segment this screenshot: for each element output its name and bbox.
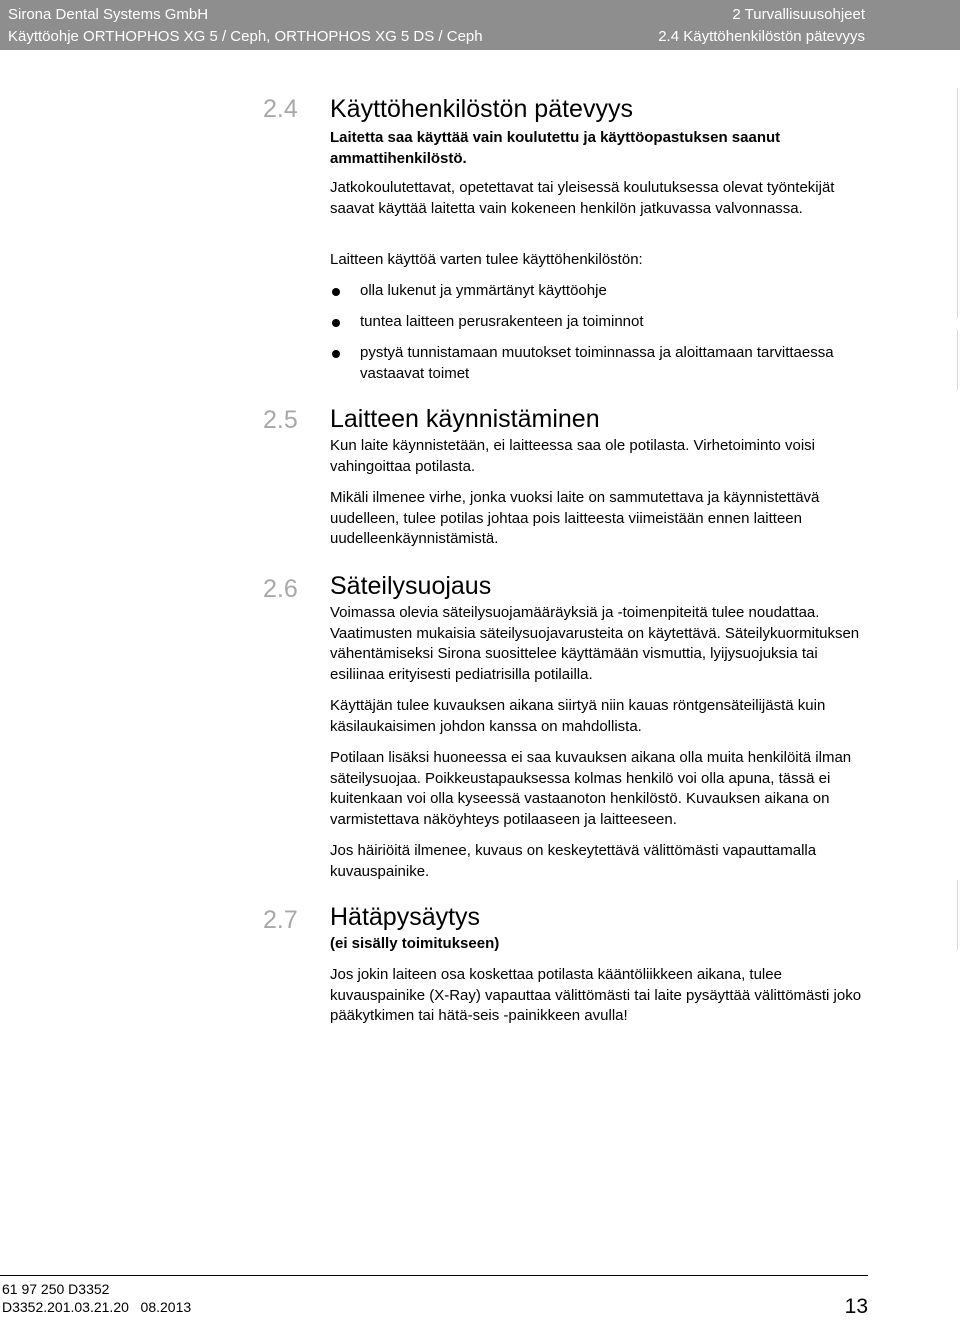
- section-number: 2.7: [263, 906, 298, 934]
- company-name: Sirona Dental Systems GmbH: [8, 6, 209, 23]
- document-number: 61 97 250 D3352: [2, 1281, 110, 1297]
- paragraph: Mikäli ilmenee virhe, jonka vuoksi laite on sammutettava ja käynnistettävä uudelleen, tulee potilas johtaa pois laitteesta viimeistään ennen laitteen uudelleenkäynnistämistä.: [330, 489, 820, 548]
- list-item: pystyä tunnistamaan muutokset toiminnassa ja aloittamaan tarvittaessa vastaavat toimet: [360, 344, 834, 382]
- paragraph: Käyttäjän tulee kuvauksen aikana siirtyä niin kauas röntgensäteilijästä kuin käsilaukaisimen johdon kanssa on mahdollista.: [330, 697, 826, 735]
- margin-rule: [957, 88, 958, 318]
- document-reference: D3352.201.03.21.20 08.2013: [2, 1299, 192, 1315]
- section-number: 2.4: [263, 95, 298, 123]
- chapter-title: 2 Turvallisuusohjeet: [732, 6, 865, 23]
- bullet-icon: [332, 350, 340, 358]
- manual-title: Käyttöohje ORTHOPHOS XG 5 / Ceph, ORTHOPHOS XG 5 DS / Ceph: [8, 28, 483, 45]
- paragraph: Jos jokin laiteen osa koskettaa potilasta kääntöliikkeen aikana, tulee kuvauspainike (X-Ray) vapauttaa välittömästi tai laite pysäyttää välittömästi joko pääkytkimen tai hätä-seis -painikkeen avulla!: [330, 966, 862, 1025]
- section-subtitle: (ei sisälly toimitukseen): [330, 935, 500, 952]
- page-header: [0, 0, 960, 50]
- section-heading: Säteilysuojaus: [330, 572, 492, 600]
- bullet-icon: [332, 288, 340, 296]
- page-number: 13: [844, 1295, 868, 1318]
- bullet-icon: [332, 319, 340, 327]
- section-heading: Hätäpysäytys: [330, 903, 481, 931]
- list-item: tuntea laitteen perusrakenteen ja toiminnot: [360, 313, 644, 330]
- section-number: 2.5: [263, 406, 298, 434]
- paragraph: Laitteen käyttöä varten tulee käyttöhenkilöstön:: [330, 251, 643, 268]
- section-heading: Käyttöhenkilöstön pätevyys: [330, 95, 633, 123]
- paragraph: Jatkokoulutettavat, opetettavat tai yleisessä koulutuksessa olevat työntekijät saavat käyttää laitetta vain kokeneen henkilön jatkuvassa valvonnassa.: [330, 179, 835, 217]
- paragraph: Laitetta saa käyttää vain koulutettu ja käyttöopastuksen saanut ammattihenkilöstö.: [330, 129, 781, 167]
- paragraph: Kun laite käynnistetään, ei laitteessa saa ole potilasta. Virhetoiminto voisi vahingoittaa potilasta.: [330, 437, 816, 475]
- margin-rule: [957, 330, 958, 390]
- section-heading: Laitteen käynnistäminen: [330, 405, 600, 433]
- list-item: olla lukenut ja ymmärtänyt käyttöohje: [360, 282, 607, 299]
- paragraph: Jos häiriöitä ilmenee, kuvaus on keskeytettävä välittömästi vapauttamalla kuvauspainike.: [330, 842, 817, 880]
- section-title: 2.4 Käyttöhenkilöstön pätevyys: [658, 28, 865, 45]
- paragraph: Voimassa olevia säteilysuojamääräyksiä ja -toimenpiteitä tulee noudattaa. Vaatimusten mukaisia säteilysuojavarusteita on käytettävä. Säteilykuormituksen vähentämiseksi Sirona suosittelee käyttämään vismuttia, lyijysuojuksia tai esiliinaa erityisesti pediatrisilla potilailla.: [330, 604, 860, 684]
- paragraph: Potilaan lisäksi huoneessa ei saa kuvauksen aikana olla muita henkilöitä ilman säteilysuojaa. Poikkeustapauksessa kolmas henkilö voi olla apuna, tässä ei kuitenkaan voi olla kyseessä vastaanoton henkilöstö. Kuvauksen aikana on varmistettava näköyhteys potilaaseen ja laitteeseen.: [330, 749, 852, 829]
- margin-rule: [957, 880, 958, 950]
- footer-divider: [0, 1275, 868, 1276]
- section-number: 2.6: [263, 575, 298, 603]
